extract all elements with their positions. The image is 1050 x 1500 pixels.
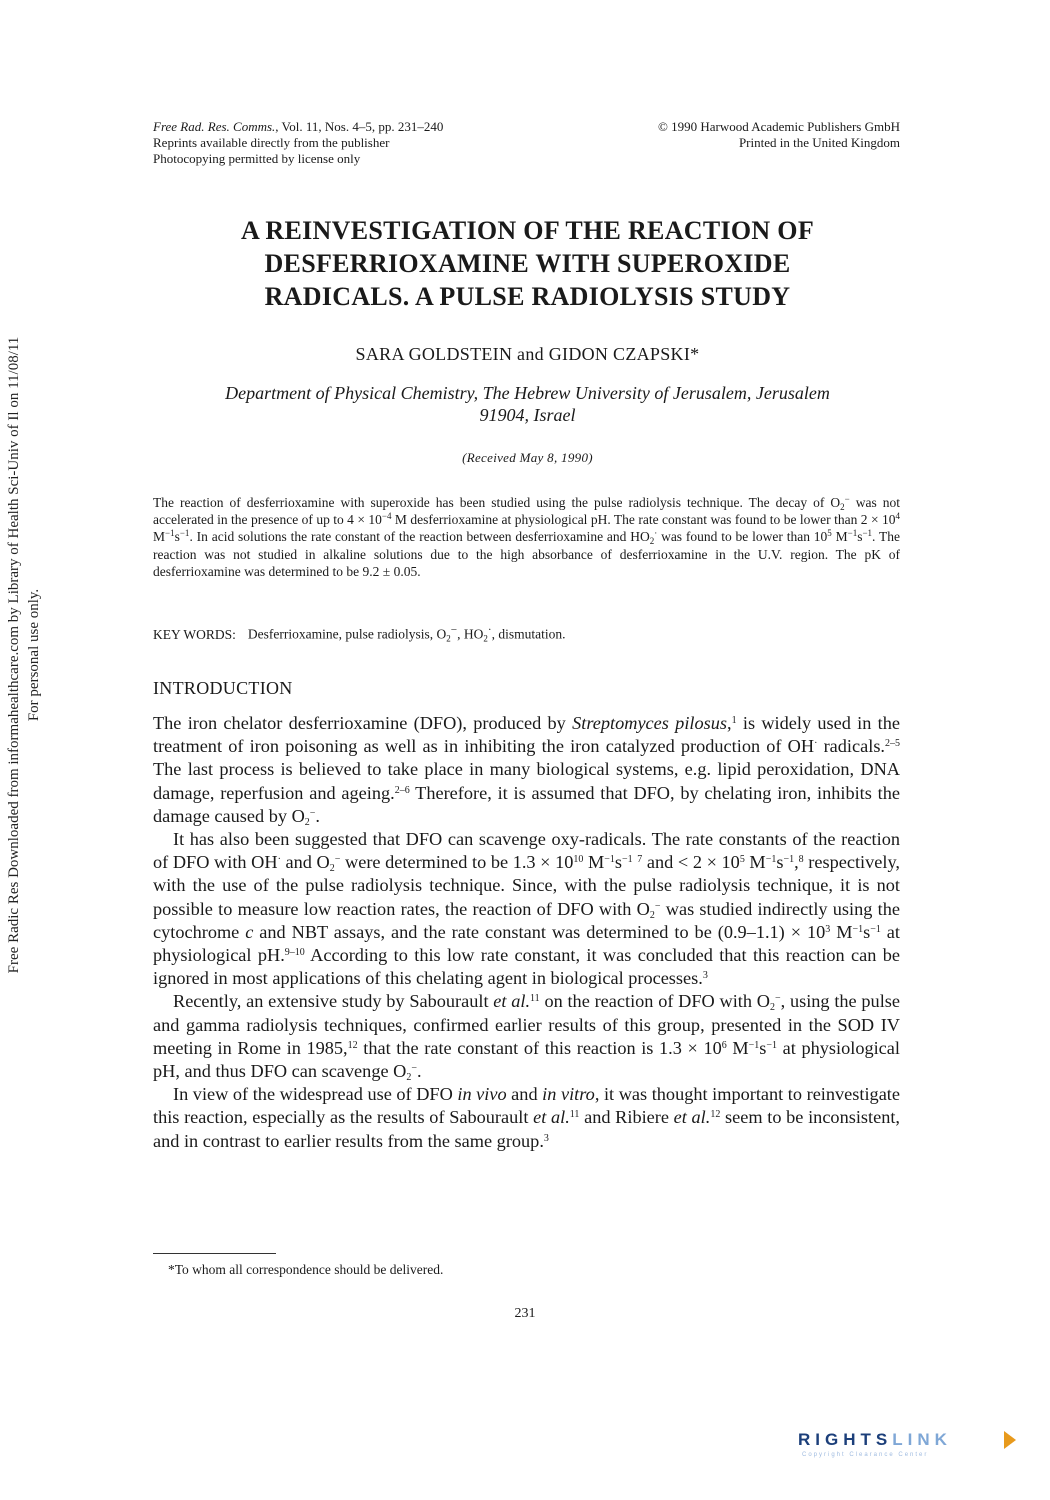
footnote-divider [153, 1253, 276, 1254]
paragraph-4: In view of the widespread use of DFO in vivo and in vitro, it was thought important to reinvestigate this reaction, especially as the results of Sabourault et al.$^{11}$ and Ribiere et al.$^{12}$ seem to be inconsistent, and in contrast to earlier results from the same group.$^3$ [153, 1084, 901, 1151]
download-watermark [2, 230, 46, 1080]
journal-volume: , Vol. 11, Nos. 4–5, pp. 231–240 [275, 119, 444, 134]
download-watermark-line1: Free Radic Res Downloaded from informahealthcare.com by Library of Health Sci-Univ of Il on 11/08/11 [6, 336, 22, 974]
title-line-2: DESFERRIOXAMINE WITH SUPEROXIDE [264, 249, 791, 278]
correspondence-footnote: *To whom all correspondence should be delivered. [168, 1262, 444, 1277]
section-heading-introduction: INTRODUCTION [153, 678, 293, 698]
affiliation-line-2: 91904, Israel [479, 405, 576, 425]
publisher-block [658, 119, 900, 151]
rightslink-arrow-icon [1004, 1431, 1016, 1449]
journal-name: Free Rad. Res. Comms. [153, 119, 276, 134]
rightslink-logo-part1: RIGHTS [798, 1430, 893, 1449]
journal-citation-block [153, 119, 443, 167]
introduction-body [153, 712, 900, 1153]
received-date: (Received May 8, 1990) [462, 450, 593, 465]
journal-citation [153, 119, 443, 135]
printed-line: Printed in the United Kingdom [738, 135, 900, 150]
rightslink-tagline: Copyright Clearance Center [802, 1452, 929, 1458]
article-title [150, 214, 905, 313]
title-line-1: A REINVESTIGATION OF THE REACTION OF [240, 216, 815, 245]
download-watermark-line2: For personal use only. [26, 588, 42, 722]
affiliation [150, 382, 905, 426]
affiliation-line-1: Department of Physical Chemistry, The Hebrew University of Jerusalem, Jerusalem [225, 383, 830, 403]
page-number: 231 [514, 1306, 536, 1321]
reprints-note: Reprints available directly from the publisher [153, 135, 390, 150]
rightslink-logo-part2: LINK [892, 1430, 952, 1449]
abstract: The reaction of desferrioxamine with superoxide has been studied using the pulse radiolysis technique. The decay of $O_2^-$ was not accelerated in the presence of up to $4 \times 10^{-4}$ M desferrioxamine at physiological pH. The rate constant was found to be lower than $2 \times 10^4$ $M^{-1}s^{-1}$. In acid solutions the rate constant of the reaction between desferrioxamine and $HO_2^\cdot$ was found to be lower than $10^5$ $M^{-1}s^{-1}$. The reaction was not studied in alkaline solutions due to the high absorbance of desferrioxamine in the U.V. region. The pK of desferrioxamine was determined to be 9.2 ± 0.05. [153, 494, 901, 579]
key-words-label: KEY WORDS: [153, 626, 236, 642]
title-line-3: RADICALS. A PULSE RADIOLYSIS STUDY [264, 282, 791, 311]
copyright-line: © 1990 Harwood Academic Publishers GmbH [657, 119, 900, 134]
author-list: SARA GOLDSTEIN and GIDON CZAPSKI* [355, 344, 700, 364]
key-words: KEY WORDS: Desferrioxamine, pulse radiolysis, $O_2^-$, $HO_2^\cdot$, dismutation. [153, 624, 566, 644]
photocopy-note: Photocopying permitted by license only [153, 151, 361, 166]
paragraph-2: It has also been suggested that DFO can scavenge oxy-radicals. The rate constants of the reaction of DFO with OH· and $O_2^-$ were determined to be $1.3 \times 10^{10}$ $M^{-1}s^{-1}$ $^7$ and < $2 \times 10^5$ $M^{-1}s^{-1},^8$ respectively, with the use of the pulse radiolysis technique. Since, with the pulse radiolysis technique, it is not possible to measure low reaction rates, the reaction of DFO with $O_2^-$ was studied indirectly using the cytochrome c and NBT assays, and the rate constant was determined to be $(0.9-1.1) \times 10^3$ $M^{-1}s^{-1}$ at physiological pH.$^{9-10}$ According to this low rate constant, it was concluded that this reaction can be ignored in most applications of this chelating agent in biological processes.$^3$ [153, 829, 900, 989]
rightslink-logo [798, 1430, 1028, 1466]
paragraph-3: Recently, an extensive study by Sabourault et al.$^{11}$ on the reaction of DFO with $O_2^-$, using the pulse and gamma radiolysis techniques, confirmed earlier results of this group, presented in the SOD IV meeting in Rome in 1985,12 that the rate constant of this reaction is $1.3 \times 10^6$ $M^{-1}s^{-1}$ at physiological pH, and thus DFO can scavenge $O_2^-$. [153, 991, 901, 1084]
paragraph-1: The iron chelator desferrioxamine (DFO), produced by Streptomyces pilosus,$^1$ is widely used in the treatment of iron poisoning as well as in inhibiting the iron catalyzed production of OH· radicals.$^{2-5}$ The last process is believed to take place in many biological systems, e.g. lipid peroxidation, DNA damage, reperfusion and ageing.$^{2-6}$ Therefore, it is assumed that DFO, by chelating iron, inhibits the damage caused by $O_2^-$. [153, 713, 901, 828]
